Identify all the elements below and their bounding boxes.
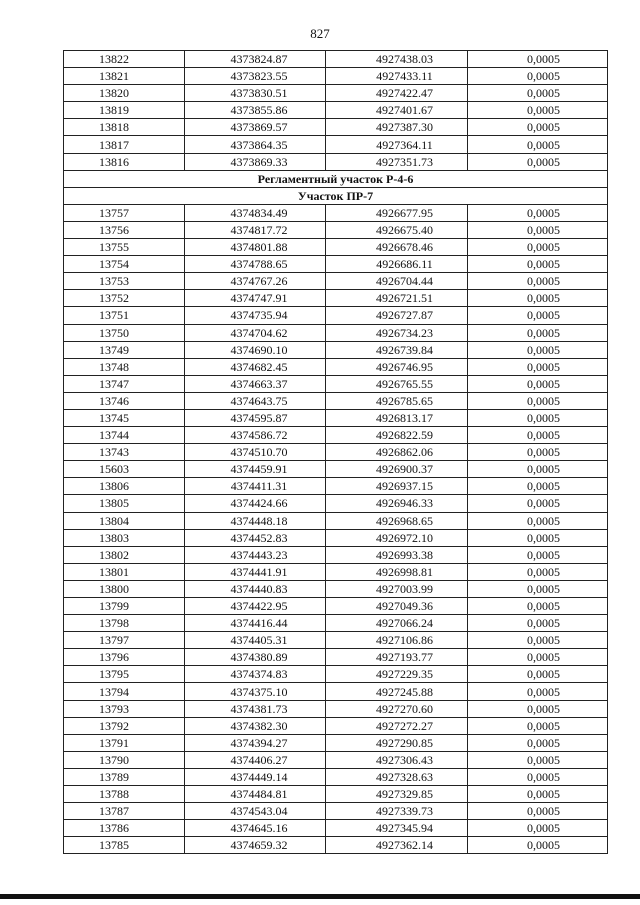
y-coordinate-cell: 4927387.30	[326, 119, 468, 136]
table-row	[64, 529, 608, 546]
table-row	[64, 461, 608, 478]
y-coordinate-cell: 4927438.03	[326, 51, 468, 68]
x-coordinate-cell: 4374690.10	[185, 341, 326, 358]
table-row	[64, 837, 608, 854]
x-coordinate-cell: 4373864.35	[185, 136, 326, 153]
table-row	[64, 239, 608, 256]
x-coordinate-cell: 4373869.33	[185, 153, 326, 170]
table-row	[64, 820, 608, 837]
x-coordinate-cell: 4374374.83	[185, 666, 326, 683]
x-coordinate-cell: 4374459.91	[185, 461, 326, 478]
table-row	[64, 786, 608, 803]
point-number-cell: 13806	[64, 478, 185, 495]
point-number-cell: 13804	[64, 512, 185, 529]
point-number-cell: 13789	[64, 768, 185, 785]
subsection-row	[64, 187, 608, 204]
table-row	[64, 427, 608, 444]
y-coordinate-cell: 4926739.84	[326, 341, 468, 358]
table-row	[64, 409, 608, 426]
accuracy-cell: 0,0005	[468, 153, 608, 170]
table-row	[64, 51, 608, 68]
y-coordinate-cell: 4926946.33	[326, 495, 468, 512]
point-number-cell: 13785	[64, 837, 185, 854]
y-coordinate-cell: 4927362.14	[326, 837, 468, 854]
y-coordinate-cell: 4927401.67	[326, 102, 468, 119]
y-coordinate-cell: 4926675.40	[326, 221, 468, 238]
y-coordinate-cell: 4926862.06	[326, 444, 468, 461]
x-coordinate-cell: 4374394.27	[185, 734, 326, 751]
point-number-cell: 13747	[64, 375, 185, 392]
accuracy-cell: 0,0005	[468, 375, 608, 392]
point-number-cell: 13791	[64, 734, 185, 751]
point-number-cell: 13751	[64, 307, 185, 324]
accuracy-cell: 0,0005	[468, 136, 608, 153]
x-coordinate-cell: 4373855.86	[185, 102, 326, 119]
accuracy-cell: 0,0005	[468, 803, 608, 820]
scan-edge-bar	[0, 894, 640, 899]
accuracy-cell: 0,0005	[468, 444, 608, 461]
point-number-cell: 13786	[64, 820, 185, 837]
x-coordinate-cell: 4374788.65	[185, 256, 326, 273]
accuracy-cell: 0,0005	[468, 717, 608, 734]
point-number-cell: 13801	[64, 563, 185, 580]
table-row	[64, 649, 608, 666]
x-coordinate-cell: 4374817.72	[185, 221, 326, 238]
accuracy-cell: 0,0005	[468, 273, 608, 290]
table-row	[64, 324, 608, 341]
accuracy-cell: 0,0005	[468, 734, 608, 751]
point-number-cell: 13752	[64, 290, 185, 307]
point-number-cell: 13788	[64, 786, 185, 803]
y-coordinate-cell: 4926678.46	[326, 239, 468, 256]
table-row	[64, 358, 608, 375]
accuracy-cell: 0,0005	[468, 768, 608, 785]
table-row	[64, 495, 608, 512]
point-number-cell: 13793	[64, 700, 185, 717]
table-row	[64, 153, 608, 170]
accuracy-cell: 0,0005	[468, 341, 608, 358]
y-coordinate-cell: 4926727.87	[326, 307, 468, 324]
accuracy-cell: 0,0005	[468, 563, 608, 580]
table-row	[64, 102, 608, 119]
point-number-cell: 13754	[64, 256, 185, 273]
point-number-cell: 13750	[64, 324, 185, 341]
x-coordinate-cell: 4374449.14	[185, 768, 326, 785]
accuracy-cell: 0,0005	[468, 119, 608, 136]
accuracy-cell: 0,0005	[468, 495, 608, 512]
subsection-title: Участок ПР-7	[64, 187, 608, 204]
table-row	[64, 256, 608, 273]
y-coordinate-cell: 4927345.94	[326, 820, 468, 837]
x-coordinate-cell: 4374659.32	[185, 837, 326, 854]
x-coordinate-cell: 4374441.91	[185, 563, 326, 580]
table-row	[64, 68, 608, 85]
table-row	[64, 768, 608, 785]
y-coordinate-cell: 4926734.23	[326, 324, 468, 341]
point-number-cell: 13802	[64, 546, 185, 563]
y-coordinate-cell: 4926704.44	[326, 273, 468, 290]
accuracy-cell: 0,0005	[468, 409, 608, 426]
y-coordinate-cell: 4927351.73	[326, 153, 468, 170]
point-number-cell: 13818	[64, 119, 185, 136]
point-number-cell: 13800	[64, 580, 185, 597]
table-row	[64, 290, 608, 307]
y-coordinate-cell: 4927193.77	[326, 649, 468, 666]
y-coordinate-cell: 4926721.51	[326, 290, 468, 307]
table-row	[64, 119, 608, 136]
accuracy-cell: 0,0005	[468, 820, 608, 837]
accuracy-cell: 0,0005	[468, 307, 608, 324]
table-row	[64, 221, 608, 238]
point-number-cell: 13797	[64, 632, 185, 649]
x-coordinate-cell: 4374735.94	[185, 307, 326, 324]
point-number-cell: 13816	[64, 153, 185, 170]
x-coordinate-cell: 4373823.55	[185, 68, 326, 85]
x-coordinate-cell: 4374382.30	[185, 717, 326, 734]
x-coordinate-cell: 4374422.95	[185, 598, 326, 615]
table-row	[64, 683, 608, 700]
y-coordinate-cell: 4927049.36	[326, 598, 468, 615]
point-number-cell: 13756	[64, 221, 185, 238]
y-coordinate-cell: 4927422.47	[326, 85, 468, 102]
y-coordinate-cell: 4926746.95	[326, 358, 468, 375]
accuracy-cell: 0,0005	[468, 324, 608, 341]
y-coordinate-cell: 4926765.55	[326, 375, 468, 392]
x-coordinate-cell: 4374443.23	[185, 546, 326, 563]
accuracy-cell: 0,0005	[468, 751, 608, 768]
y-coordinate-cell: 4927329.85	[326, 786, 468, 803]
table-row	[64, 615, 608, 632]
point-number-cell: 13803	[64, 529, 185, 546]
table-row	[64, 512, 608, 529]
x-coordinate-cell: 4374682.45	[185, 358, 326, 375]
y-coordinate-cell: 4927229.35	[326, 666, 468, 683]
table-row	[64, 273, 608, 290]
accuracy-cell: 0,0005	[468, 427, 608, 444]
point-number-cell: 13822	[64, 51, 185, 68]
point-number-cell: 13794	[64, 683, 185, 700]
y-coordinate-cell: 4927339.73	[326, 803, 468, 820]
x-coordinate-cell: 4374510.70	[185, 444, 326, 461]
table-row	[64, 546, 608, 563]
x-coordinate-cell: 4374747.91	[185, 290, 326, 307]
table-row	[64, 751, 608, 768]
accuracy-cell: 0,0005	[468, 529, 608, 546]
x-coordinate-cell: 4374375.10	[185, 683, 326, 700]
point-number-cell: 13805	[64, 495, 185, 512]
point-number-cell: 13798	[64, 615, 185, 632]
x-coordinate-cell: 4374645.16	[185, 820, 326, 837]
point-number-cell: 13744	[64, 427, 185, 444]
point-number-cell: 13757	[64, 204, 185, 221]
y-coordinate-cell: 4927306.43	[326, 751, 468, 768]
section-row	[64, 170, 608, 187]
x-coordinate-cell: 4373830.51	[185, 85, 326, 102]
y-coordinate-cell: 4926937.15	[326, 478, 468, 495]
x-coordinate-cell: 4374424.66	[185, 495, 326, 512]
point-number-cell: 13796	[64, 649, 185, 666]
point-number-cell: 13755	[64, 239, 185, 256]
table-row	[64, 478, 608, 495]
x-coordinate-cell: 4374543.04	[185, 803, 326, 820]
x-coordinate-cell: 4374406.27	[185, 751, 326, 768]
x-coordinate-cell: 4374380.89	[185, 649, 326, 666]
table-row	[64, 700, 608, 717]
x-coordinate-cell: 4374801.88	[185, 239, 326, 256]
y-coordinate-cell: 4927364.11	[326, 136, 468, 153]
accuracy-cell: 0,0005	[468, 358, 608, 375]
accuracy-cell: 0,0005	[468, 204, 608, 221]
y-coordinate-cell: 4926998.81	[326, 563, 468, 580]
point-number-cell: 13817	[64, 136, 185, 153]
point-number-cell: 13748	[64, 358, 185, 375]
accuracy-cell: 0,0005	[468, 51, 608, 68]
x-coordinate-cell: 4374767.26	[185, 273, 326, 290]
table-row	[64, 204, 608, 221]
y-coordinate-cell: 4926813.17	[326, 409, 468, 426]
page-number: 827	[310, 26, 330, 41]
y-coordinate-cell: 4927290.85	[326, 734, 468, 751]
accuracy-cell: 0,0005	[468, 700, 608, 717]
accuracy-cell: 0,0005	[468, 85, 608, 102]
table-row	[64, 444, 608, 461]
x-coordinate-cell: 4374416.44	[185, 615, 326, 632]
table-row	[64, 563, 608, 580]
x-coordinate-cell: 4373869.57	[185, 119, 326, 136]
accuracy-cell: 0,0005	[468, 598, 608, 615]
y-coordinate-cell: 4927245.88	[326, 683, 468, 700]
y-coordinate-cell: 4926993.38	[326, 546, 468, 563]
table-row	[64, 341, 608, 358]
point-number-cell: 13787	[64, 803, 185, 820]
accuracy-cell: 0,0005	[468, 632, 608, 649]
table-row	[64, 580, 608, 597]
y-coordinate-cell: 4927328.63	[326, 768, 468, 785]
table-row	[64, 136, 608, 153]
accuracy-cell: 0,0005	[468, 68, 608, 85]
x-coordinate-cell: 4374440.83	[185, 580, 326, 597]
accuracy-cell: 0,0005	[468, 683, 608, 700]
x-coordinate-cell: 4374448.18	[185, 512, 326, 529]
x-coordinate-cell: 4374704.62	[185, 324, 326, 341]
coordinates-table-container	[63, 50, 607, 854]
accuracy-cell: 0,0005	[468, 239, 608, 256]
table-row	[64, 85, 608, 102]
accuracy-cell: 0,0005	[468, 461, 608, 478]
point-number-cell: 13745	[64, 409, 185, 426]
x-coordinate-cell: 4374643.75	[185, 392, 326, 409]
table-row	[64, 734, 608, 751]
y-coordinate-cell: 4926968.65	[326, 512, 468, 529]
table-body-top	[64, 51, 608, 171]
accuracy-cell: 0,0005	[468, 290, 608, 307]
section-title: Регламентный участок Р-4-6	[64, 170, 608, 187]
accuracy-cell: 0,0005	[468, 478, 608, 495]
point-number-cell: 13743	[64, 444, 185, 461]
x-coordinate-cell: 4373824.87	[185, 51, 326, 68]
x-coordinate-cell: 4374595.87	[185, 409, 326, 426]
x-coordinate-cell: 4374586.72	[185, 427, 326, 444]
accuracy-cell: 0,0005	[468, 546, 608, 563]
point-number-cell: 13749	[64, 341, 185, 358]
x-coordinate-cell: 4374663.37	[185, 375, 326, 392]
point-number-cell: 13792	[64, 717, 185, 734]
table-row	[64, 803, 608, 820]
accuracy-cell: 0,0005	[468, 786, 608, 803]
accuracy-cell: 0,0005	[468, 102, 608, 119]
y-coordinate-cell: 4926686.11	[326, 256, 468, 273]
coordinates-table	[63, 50, 608, 854]
point-number-cell: 13790	[64, 751, 185, 768]
y-coordinate-cell: 4927003.99	[326, 580, 468, 597]
table-row	[64, 717, 608, 734]
point-number-cell: 13753	[64, 273, 185, 290]
table-row	[64, 598, 608, 615]
point-number-cell: 13820	[64, 85, 185, 102]
x-coordinate-cell: 4374411.31	[185, 478, 326, 495]
y-coordinate-cell: 4926785.65	[326, 392, 468, 409]
accuracy-cell: 0,0005	[468, 649, 608, 666]
x-coordinate-cell: 4374452.83	[185, 529, 326, 546]
point-number-cell: 13821	[64, 68, 185, 85]
y-coordinate-cell: 4926677.95	[326, 204, 468, 221]
point-number-cell: 13819	[64, 102, 185, 119]
accuracy-cell: 0,0005	[468, 221, 608, 238]
y-coordinate-cell: 4926900.37	[326, 461, 468, 478]
y-coordinate-cell: 4927066.24	[326, 615, 468, 632]
y-coordinate-cell: 4926972.10	[326, 529, 468, 546]
accuracy-cell: 0,0005	[468, 666, 608, 683]
accuracy-cell: 0,0005	[468, 256, 608, 273]
point-number-cell: 13795	[64, 666, 185, 683]
accuracy-cell: 0,0005	[468, 615, 608, 632]
accuracy-cell: 0,0005	[468, 392, 608, 409]
accuracy-cell: 0,0005	[468, 580, 608, 597]
table-row	[64, 666, 608, 683]
point-number-cell: 13746	[64, 392, 185, 409]
x-coordinate-cell: 4374405.31	[185, 632, 326, 649]
x-coordinate-cell: 4374381.73	[185, 700, 326, 717]
y-coordinate-cell: 4926822.59	[326, 427, 468, 444]
y-coordinate-cell: 4927433.11	[326, 68, 468, 85]
table-row	[64, 392, 608, 409]
table-section-headers	[64, 170, 608, 204]
point-number-cell: 15603	[64, 461, 185, 478]
accuracy-cell: 0,0005	[468, 837, 608, 854]
y-coordinate-cell: 4927270.60	[326, 700, 468, 717]
x-coordinate-cell: 4374484.81	[185, 786, 326, 803]
y-coordinate-cell: 4927272.27	[326, 717, 468, 734]
table-row	[64, 307, 608, 324]
point-number-cell: 13799	[64, 598, 185, 615]
y-coordinate-cell: 4927106.86	[326, 632, 468, 649]
table-body-main	[64, 204, 608, 854]
accuracy-cell: 0,0005	[468, 512, 608, 529]
table-row	[64, 632, 608, 649]
x-coordinate-cell: 4374834.49	[185, 204, 326, 221]
table-row	[64, 375, 608, 392]
